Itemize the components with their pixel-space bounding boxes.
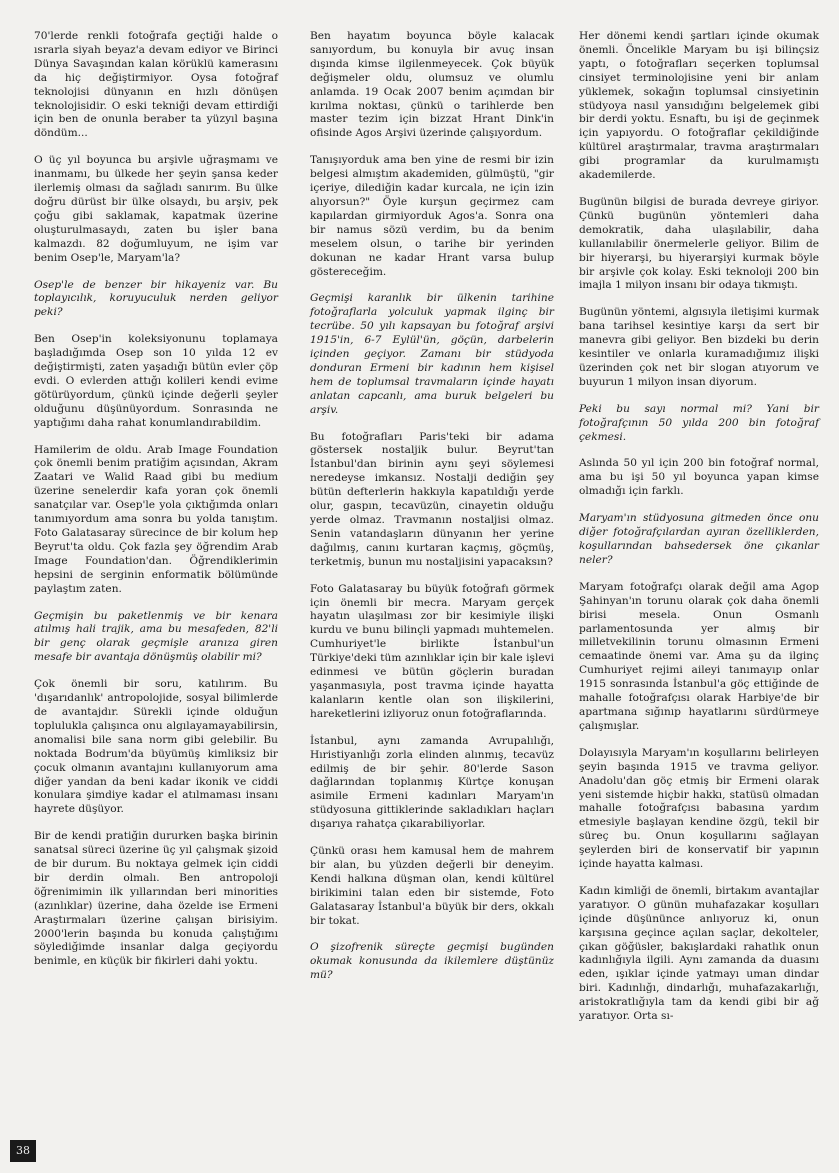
paragraph: Her dönemi kendi şartları içinde okumak önemli. Öncelikle Maryam bu işi bilinçsiz yaptı, o fotoğrafları seçerken toplumsal cinsiyet terminolojisine yeni bir anlam yüklemek, sokağın toplumsal cinsiyetinin stüdyoya nasıl yansıdığını belgelemek gibi bir derdi yoktu. Esnaftı, bu işi de geçinmek için yapıyordu. O fotoğraflar çekildiğinde kültürel araştırmalar, travma araştırmaları gibi programlar da kurulmamıştı akademilerde.	[579, 30, 819, 182]
interview-question: Osep'le de benzer bir hikayeniz var. Bu toplayıcılık, koruyuculuk nerden geliyor peki?	[34, 278, 278, 319]
paragraph: Bir de kendi pratiğin dururken başka birinin sanatsal süreci üzerine üç yıl çalışmak şizoid de bir durum. Bu noktaya gelmek için ciddi bir derdin olmalı. Ben antropoloji öğrenimimin ilk yıllarından beri minorities (azınlıklar) üzerine, daha özelde ise Ermeni Araştırmaları üzerine çalışan birisiyim. 2000'lerin başında bu konuda çalıştığımı söylediğimde insanlar dalga geçiyordu benimle, en küçük bir fikirleri dahi yoktu.	[34, 830, 278, 968]
paragraph: Bugünün bilgisi de burada devreye giriyor. Çünkü bugünün yöntemleri daha demokratik, daha ulaşılabilir, daha kullanılabilir önermelerle geliyor. Bilim de bir hiyerarşi, bu hiyerarşiyi kurmak böyle bir arşivle çok kolay. Eski teknoloji 200 bin imajla 1 milyon insanı bir odaya tıkmıştı.	[579, 195, 819, 292]
interview-question: Maryam'ın stüdyosuna gitmeden önce onu diğer fotoğrafçılardan ayıran özelliklerden, koşullarından bahsedersek öne çıkanlar neler?	[579, 512, 819, 566]
paragraph: Dolayısıyla Maryam'ın koşullarını belirleyen şeyin başında 1915 ve travma geliyor. Anadolu'dan göç etmiş bir Ermeni olarak yeni sistemde hiçbir hakkı, statüsü olmadan mahalle fotoğrafçısı babasına yardım etmesiyle başlayan kendine özgü, tekil bir süreç bu. Onun koşullarını sağlayan şeylerden biri de konservatif bir yapının içinde hayatta kalması.	[579, 746, 819, 871]
paragraph: Tanışıyorduk ama ben yine de resmi bir izin belgesi almıştım akademiden, gülmüştü, "gir içeriye, dilediğin kadar kurcala, ne için izin alıyorsun?" Öyle kurşun geçirmez cam kapılardan girmiyorduk Agos'a. Sonra ona bir namus sözü verdim, bu da benim meselem olsun, o tarihe bir yerinden dokunan ne kadar Hrant varsa bulup göstereceğim.	[310, 154, 554, 278]
paragraph: Kadın kimliği de önemli, birtakım avantajlar yaratıyor. O günün muhafazakar koşulları içinde düşününce anlıyoruz ki, onun karşısına geçince açılan saçlar, dekolteler, çıkan göğüsler, bakışlardaki rahatlık onun kadınlığıyla ilgili. Aynı zamanda da duasını eden, ışıklar içinde yatmayı uman dindar biri. Kadınlığı, dindarlığı, muhafazakarlığı, aristokratlığıyla tam da kendi gibi bir ağ yaratıyor. Orta sı-	[579, 884, 819, 1023]
text-column-right	[579, 30, 819, 1037]
paragraph: O üç yıl boyunca bu arşivle uğraşmamı ve inanmamı, bu ülkede her şeyin şansa keder ilerlemiş olması da sağladı sanırım. Bu ülke doğru dürüst bir ülke olsaydı, bu arşiv, pek çoğu gibi saklamak, kapatmak üzerine oluşturulmasaydı, zaten bu işler bana kalmazdı. 82 doğumluyum, ne işim var benim Osep'le, Maryam'la?	[34, 154, 278, 264]
interview-question: Geçmişin bu paketlenmiş ve bir kenara atılmış hali trajik, ama bu mesafeden, 82'li bir genç olarak geçmişle aranıza giren mesafe bir avantaja dönüşmüş olabilir mi?	[34, 609, 278, 664]
interview-question: Geçmişi karanlık bir ülkenin tarihine fotoğraflarla yolculuk yapmak ilginç bir tecrübe. 50 yılı kapsayan bu fotoğraf arşivi 1915'in, 6-7 Eylül'ün, göçün, darbelerin içinden geçiyor. Zamanı bir stüdyoda donduran Ermeni bir kadının hem kişisel hem de toplumsal travmaların içinde hayatı anlatan capcanlı, ama buruk belgeleri bu arşiv.	[310, 292, 554, 416]
text-column-middle	[310, 30, 554, 996]
paragraph: Ben hayatım boyunca böyle kalacak sanıyordum, bu konuyla bir avuç insan dışında kimse ilgilenmeyecek. Çok büyük değişmeler oldu, olumsuz ve olumlu anlamda. 19 Ocak 2007 benim açımdan bir kırılma noktası, çünkü o tarihlerde ben master tezim için bizzat Hrant Dink'in ofisinde Agos Arşivi üzerinde çalışıyordum.	[310, 30, 554, 140]
paragraph: İstanbul, aynı zamanda Avrupalılığı, Hıristiyanlığı zorla elinden alınmış, tecavüz edilmiş de bir şehir. 80'lerde Sason dağlarından toplanmış Kürtçe konuşan asimile Ermeni kadınları Maryam'ın stüdyosuna gittiklerinde sakladıkları haçları dışarıya rahatça çıkarabiliyorlar.	[310, 734, 554, 831]
paragraph: 70'lerde renkli fotoğrafa geçtiği halde o ısrarla siyah beyaz'a devam ediyor ve Birinci Dünya Savaşından kalan körüklü kamerasını da hiç değiştirmiyor. Oysa fotoğraf teknolojisi dünyanın en hızlı dönüşen teknolojisidir. O eski tekniği devam ettirdiği için ben de onunla beraber ta yüzyıl başına döndüm...	[34, 30, 278, 140]
paragraph: Bugünün yöntemi, algısıyla iletişimi kurmak bana tarihsel kesintiye karşı da sert bir manevra gibi geliyor. Ben bizdeki bu derin kesintiler ve onlarla kuramadığımız ilişki üzerinden çok net bir slogan atıyorum ve buyurun 1 milyon insan diyorum.	[579, 306, 819, 388]
paragraph: Ben Osep'in koleksiyonunu toplamaya başladığımda Osep son 10 yılda 12 ev değiştirmişti, zaten yaşadığı bütün evler çöp evdi. O evlerden attığı kolileri kendi evime götürüyordum, çünkü içinde değerli şeyler olduğunu düşünüyordum. Sonrasında ne yaptığımı daha rahat konumlandırabildim.	[34, 333, 278, 429]
text-column-left	[34, 30, 278, 982]
paragraph: Çok önemli bir soru, katılırım. Bu 'dışarıdanlık' antropolojide, sosyal bilimlerde de avantajdır. Sürekli içinde olduğun topluluklа çalışınca onu algılayamayabilirsin, anomalisi bile sana norm gibi gelebilir. Bu noktada Bodrum'da büyümüş kimliksiz bir çocuk olmanın avantajını kullanıyorum ama diğer yandan da beni kadar ikonik ve ciddi konulara şimdiye kadar el atılmaması insanı hayrete düşüyor.	[34, 678, 278, 816]
paragraph: Aslında 50 yıl için 200 bin fotoğraf normal, ama bu işi 50 yıl boyunca yapan kimse olmadığı için farklı.	[579, 457, 819, 498]
paragraph: Çünkü orası hem kamusal hem de mahrem bir alan, bu yüzden değerli bir deneyim. Kendi halkına düşman olan, kendi kültürel birikimini talan eden bir sistemde, Foto Galatasaray İstanbul'a büyük bir ders, okkalı bir tokat.	[310, 845, 554, 927]
paragraph: Maryam fotoğrafçı olarak değil ama Agop Şahinyan'ın torunu olarak çok daha önemli birisi mesela. Onun Osmanlı parlamentosunda yer almış bir milletvekilinin torunu olmasının Ermeni cemaatinde önemi var. Ama şu da ilginç Cumhuriyet rejimi aileyi tanımayıp onlar 1915 sonrasında İstanbul'a göç ettiğinde de mahalle fotoğrafçısı olarak Harbiye'de bir apartmana sığınıp hayatlarını sürdürmeye çalışmışlar.	[579, 580, 819, 732]
paragraph: Foto Galatasaray bu büyük fotoğrafı görmek için önemli bir mecra. Maryam gerçek hayatın ulaşılması zor bir kesimiyle ilişki kurdu ve bunu bilinçli yapmadı muhtemelen. Cumhuriyet'le birlikte İstanbul'un Türkiye'deki tüm azınlıklar için bir kale işlevi edinmesi ve bütün göçlerin buradan yaşanmasıyla, post travma içinde hayatta kalanların kentle olan son ilişkilerini, hareketlerini izliyoruz onun fotoğraflarında.	[310, 582, 554, 720]
interview-question: Peki bu sayı normal mi? Yani bir fotoğrafçının 50 yılda 200 bin fotoğraf çekmesi.	[579, 402, 819, 443]
paragraph: Hamilerim de oldu. Arab Image Foundation çok önemli benim pratiğim açısından, Akram Zaatari ve Walid Raad gibi bu medium üzerine senelerdir kafa yoran çok önemli sanatçılar var. Osep'le yola çıktığımda onları tanımıyordum ama sonra bu yolda tanıştım. Foto Galatasaray sürecince de bir kolum hep Beyrut'ta oldu. Çok fazla şey öğrendim Arab Image Foundation'dan. Öğrendiklerimin hepsini de serginin enformatik bölümünde paylaştım zaten.	[34, 443, 278, 595]
paragraph: Bu fotoğrafları Paris'teki bir adama göstersek nostaljik bulur. Beyrut'tan İstanbul'dan birinin aynı şeyi söylemesi neredeyse imkansız. Nostalji dediğin şey bütün defterlerin hakkıyla kapatıldığı yerde olur, gaspın, tecavüzün, cinayetin olduğu yerde olmaz. Travmanın nostaljisi olmaz. Senin vatandaşların dünyanın her yerine dağılmış, canını kurtaran kaçmış, göçmüş, terketmiş, bunun mu nostaljisini yapacaksın?	[310, 430, 554, 568]
interview-question: O şizofrenik süreçte geçmişi bugünden okumak konusunda da ikilemlere düştünüz mü?	[310, 941, 554, 982]
page-number: 38	[10, 1140, 36, 1162]
